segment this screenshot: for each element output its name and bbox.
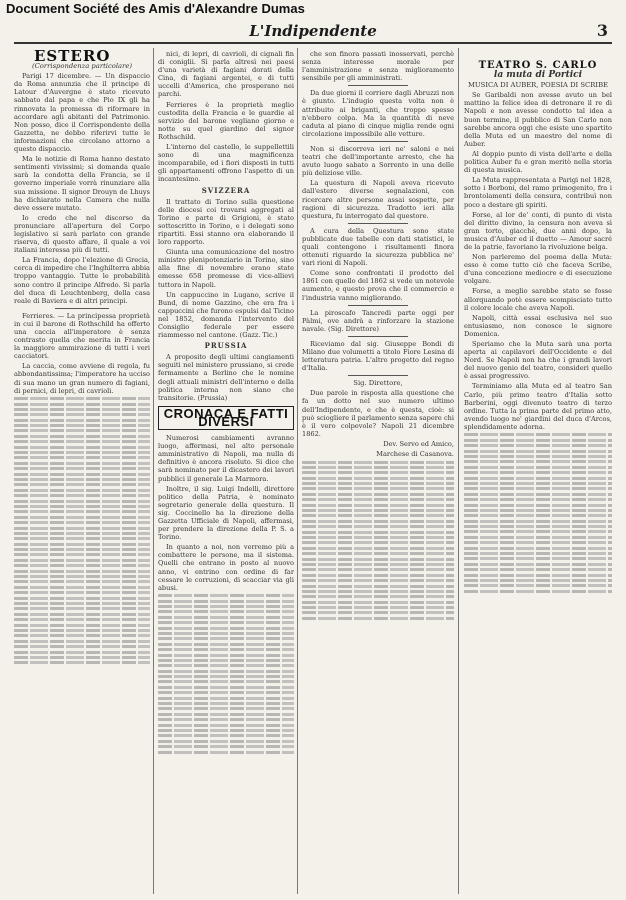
opera-credits: MUSICA DI AUBER, POESIA DI SCRIBE — [467, 81, 609, 90]
article-paragraph: Terminiamo alla Muta ed al teatro San Carlo, più primo teatro d'Italia sotto Barberini, oggi divenuto teatro di terzo ordine. Tutta la prima parte del primo atto, avendo luogo ne' giardini del duca d'Arcos, splendidamente adorna. — [464, 382, 612, 431]
article-paragraph: A cura della Questura sono state pubblicate due tabelle con dati statistici, le quali contengono i risultamenti finora ottenuti riguardo la sicurezza pubblica ne' vari rioni di Napoli. — [302, 226, 454, 268]
separator — [55, 308, 109, 309]
article-paragraph: Due parole in risposta alla questione che fa un dotto nel suo numero ultimo dell'Indipendente, e che è questa, cioè: si può sciogliere il parlamento senza sapere chi è il vero colpevole? Napoli 21 dicembre 1862. — [302, 389, 454, 438]
article-paragraph: Se Garibaldi non avesse avuto un bel mattino la felice idea di detronare il re di Napoli e non avesse condotto tal idea a buon termine, il pubblico di San Carlo non sarebbe ancora oggi che esiste uno spartito della Muta ed un maestro del nome di Auber. — [464, 91, 612, 148]
separator — [348, 85, 409, 86]
article-paragraph: Da due giorni il corriere dagli Abruzzi non è giunto. L'indugio questa volta non è attribuito ai briganti, che troppo spesso n'ebbero colpa. Ma la quantità di neve caduta al piano di cinque miglia rende ogni circolazione impossibile alle vetture. — [302, 89, 454, 138]
article-paragraph: In quanto a noi, non verremo più a combattere le persone, ma il sistema. Quelli che entrano in posto al nuovo anno, vi entrino con ordine di far cessare le corruzioni, di scacciar via gli abusi. — [158, 543, 294, 592]
separator — [348, 375, 409, 376]
masthead — [0, 20, 626, 42]
column-divider — [153, 48, 154, 894]
article-paragraph: Speriamo che la Muta sarà una porta aperta ai capilavori dell'Occidente e del Nord. Se Napoli non ha che i grandi lavori del nuovo genio del teatro, consideri quello è assai progressivo. — [464, 340, 612, 381]
column-three — [302, 50, 454, 894]
article-paragraph: La Muta rappresentata a Parigi nel 1828, sotto i Borboni, del ramo primogenito, fra i brontolamenti della censura, contribuì non poco a destare gli spiriti. — [464, 176, 612, 209]
article-paragraph: che son finora passati inosservati, perchè senza interesse morale per l'amministrazione e senza miglioramento sensibile per gli amministrati. — [302, 50, 454, 83]
article-paragraph: La Francia, dopo l'elezione di Grecia, cerca di impedire che l'Inghilterra abbia troppo vantaggio. Tutte le probabilità sono contro il principe Alfredo. Si parla del duca di Leuchtenberg, della casa reale di Baviera e di altri principi. — [14, 256, 150, 305]
section-heading-svizzera: SVIZZERA — [201, 185, 251, 195]
article-paragraph: Giunta una comunicazione del nostro ministro plenipotenziario in Torino, sino alla fine di novembre erano state emesse 658 promesse di vice-allievi tuttora in Napoli. — [158, 248, 294, 289]
article-paragraph: Numerosi cambiamenti avranno luogo, affermasi, nel alto personale amministrativo di Napoli, ma nulla di definitivo è ancora risoluto. Si dice che sarà nominato per il dicastero dei lavori pubblici il generale La Marmora. — [158, 434, 294, 483]
article-paragraph: nici, di lepri, di cavrioli, di cignali fin di coniglii. Sì parla altresì nei paesi d'una varietà di fagiani dorati della Cina, di fagiani argentei, e di tutti uccelli d'America, che prosperano nei parchi. — [158, 50, 294, 99]
separator — [348, 223, 409, 224]
watermark-text: Document Société des Amis d'Alexandre Dumas — [6, 1, 305, 16]
article-paragraph: Riceviamo dal sig. Giuseppe Bondi di Milano due volumetti a titolo Fiore Lesina di letteratura patria. L'altro progetto del regno d'Italia. — [302, 339, 454, 373]
article-paragraph: Io credo che nel discorso da pronunciare all'apertura del Corpo legislativo si sarà parlato con grande riserva, di questo affare, il quale a voi italiani interessa più di tutti. — [14, 213, 150, 255]
article-paragraph: Napoli, città essai esclusiva nel suo entusiasmo, non conosce le signore Domenica. — [464, 313, 612, 338]
article-paragraph: Ferrieres. — La principessa proprietà in cui il barone di Rothschild ha offerto una caccia all'imperatore è senza contrasto quella che merita in Francia la maggiore ammirazione di tutti i veri cacciatori. — [14, 311, 150, 361]
separator — [348, 305, 409, 306]
article-paragraph: Ma le notizie di Roma hanno destato sentimenti vivissimi; si domanda quale sarà la condotta della Francia, se il governo imperiale vorrà rinunziare alla sua missione. Il signor Drouyn de Lhuys ha dichiarato nella Camera che nulla deve essere mutato. — [14, 155, 150, 212]
article-paragraph: Parigi 17 dicembre. — Un dispaccio da Roma annunzia che il principe di Latour d'Auvergne è stato ricevuto sabbato dal papa e che Pio IX gli ha rinnovata la promessa di riformare in accordare agli abitanti del Patrimonio. Non posso, dice il Corrispondente della Gazzetta, ne debbo riferirvi tutte le informazioni che circolano attorno a questo dispaccio. — [14, 72, 150, 154]
masthead-rule — [14, 42, 612, 44]
section-heading-estero: ESTERO — [34, 50, 111, 65]
column-estero — [14, 50, 150, 894]
article-paragraph: A proposito degli ultimi cangiamenti seguiti nel ministero prussiano, si crede fermamente a Berlino che le nomine degli attuali ministri dell'interno e della politica interna non siano che transitorie. (Prussia) — [158, 353, 294, 402]
article-paragraph: Ferrieres è la proprietà meglio custodita della Francia e le guardie al servizio del barone vegliano giorno e notte su quel giardino del signor Rothschild. — [158, 100, 294, 141]
text-filler — [14, 397, 150, 664]
text-filler — [158, 594, 294, 753]
column-teatro — [464, 50, 612, 894]
article-paragraph: Come sono confrontati il prodotto del 1861 con quello del 1862 si vede un notevole aumento, e questo prova che il commercio e l'industria vanno migliorando. — [302, 269, 454, 302]
signature-line: Dev. Servo ed Amico, — [383, 439, 454, 448]
letter-salutation: Sig. Direttore, — [353, 379, 403, 388]
text-filler — [464, 433, 612, 592]
article-paragraph: Un cappuccino in Lugano, scrive il Bund, di nome Gazzino, che era fra i cappuccini che furono espulsi dal Ticino nel 1852, domanda l'intervento del Consiglio federale per essere riammesso nel cantone. (Gazz. Tic.) — [158, 290, 294, 340]
article-paragraph: Al doppio punto di vista dell'arte e della politica Auber fu e gran meritò nella storia di questa musica. — [464, 149, 612, 175]
opera-title: la muta di Portici — [493, 70, 583, 81]
article-paragraph: La caccia, come avviene di regola, fu abbondantissima; l'imperatore ha ucciso di sua mano un gran numero di fagiani, di pernici, di lepri, di cavrioli. — [14, 362, 150, 395]
section-heading-prussia: PRUSSIA — [204, 341, 248, 351]
separator — [348, 336, 409, 337]
article-paragraph: Non parleremo del poema della Muta: esso è come tutto ciò che faceva Scribe, d'una concezione mediocre e di esecuzione volgare. — [464, 253, 612, 286]
newspaper-title: L'Indipendente — [249, 22, 377, 40]
separator — [348, 141, 409, 142]
article-paragraph: Il trattato di Torino sulla questione delle diocesi coi trovarsi aggregati al Torino e parte di Grigioni, è stato sottoscritto in Torino, e i delegati sono ripartiti. Essi stanno ora elaborando il loro rapporto. — [158, 197, 294, 247]
article-paragraph: Forse, a meglio sarebbe stato se fosse allorquando potè essere scompisciato tutto il colore locale che aveva Napoli. — [464, 287, 612, 312]
page-number: 3 — [596, 21, 608, 40]
article-paragraph: Forse, al lor de' conti, di punto di vista del diritto divino, la censura non aveva sì gran torto, giacchè, due anni dopo, la musica d'Auber ed il duetto — Amour sacré de la patrie, favoriano la rivoluzione belga. — [464, 210, 612, 251]
column-divider — [297, 48, 298, 894]
column-two — [158, 50, 294, 894]
column-divider — [458, 48, 459, 894]
correspondent-note: (Corrispondenza particolare) — [31, 62, 133, 71]
signature-name: Marchese di Casanova. — [376, 450, 454, 459]
section-heading-cronaca: CRONACA E FATTI DIVERSI — [158, 406, 294, 430]
article-paragraph: La piroscafo Tancredi parte oggi per Pàlmi, ove andrà a rinforzare la stazione navale. (Sig. Direttore) — [302, 308, 454, 333]
text-filler — [302, 461, 454, 620]
article-paragraph: La questura di Napoli aveva ricevuto dall'estero diverse segnalazioni, con ricercare altre persone assai sospette, per ragioni di sicurezza. Tradotto ieri alla questura, fu interrogato dal questore. — [302, 179, 454, 220]
article-paragraph: Non si discorreva ieri ne' saloni e nei teatri che dell'importante arresto, che ha avuto luogo sabato a Sorrento in una delle più deliziose ville. — [302, 144, 454, 178]
article-paragraph: L'interno del castello, le suppellettili sono di una magnificenza incomparabile, ed i fiori disposti in tutti gli appartamenti offrono l'aspetto di un incantesimo. — [158, 143, 294, 184]
section-heading-teatro: TEATRO S. CARLO — [478, 60, 598, 71]
article-paragraph: Inoltre, il sig. Luigi Indelli, direttore politico della Patria, è nominato segretario generale della questura. Il sig. Coccinello ha la direzione della Gazzetta Ufficiale di Napoli, affermasi, per prendere la direzione della P. S. a Torino. — [158, 484, 294, 542]
